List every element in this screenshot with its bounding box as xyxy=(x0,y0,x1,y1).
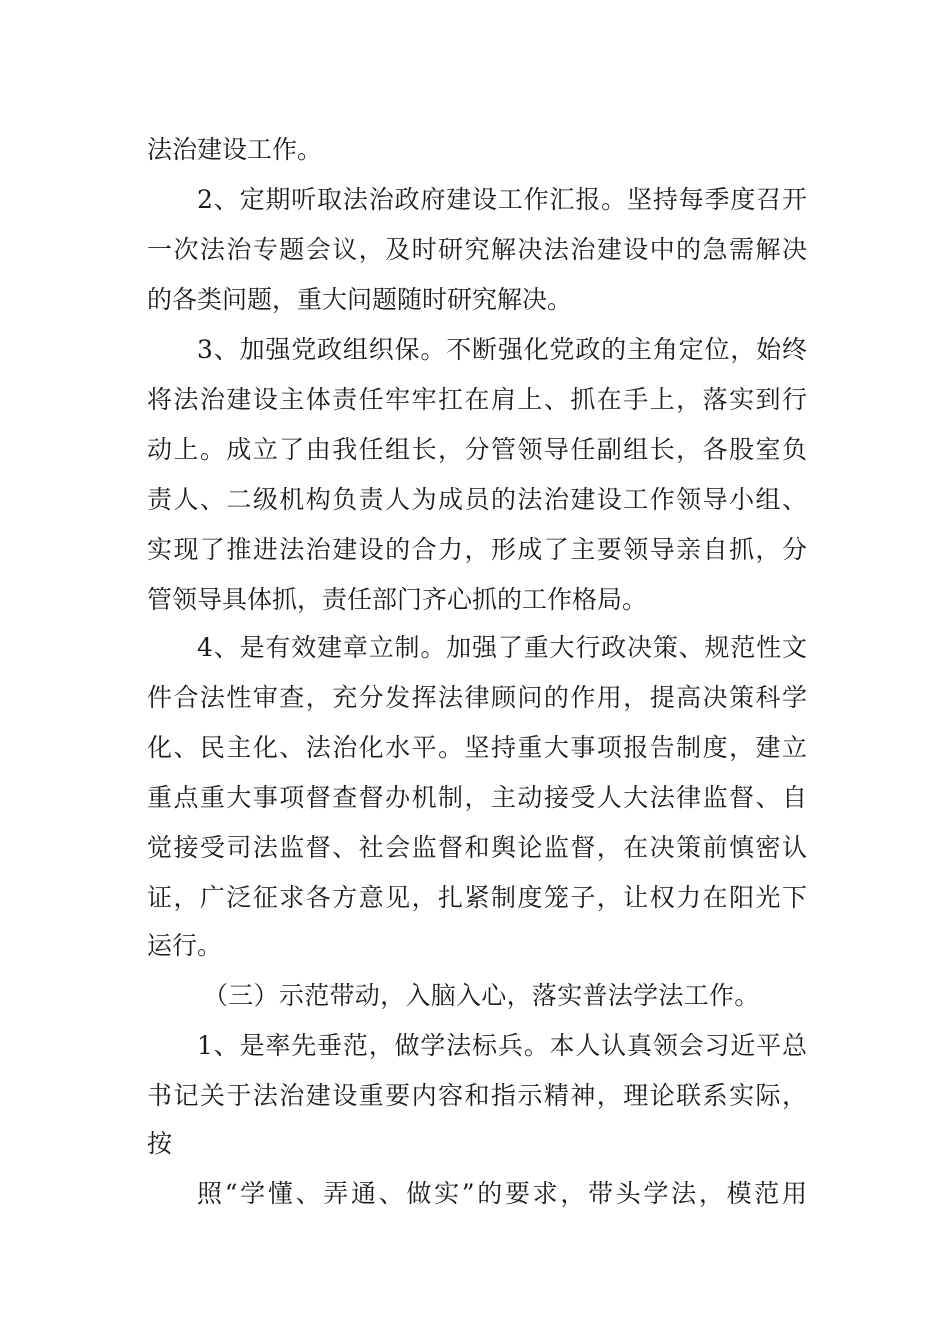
text-line: 觉接受司法监督、社会监督和舆论监督，在决策前慎密认 xyxy=(147,833,807,862)
text-line: 证，广泛征求各方意见，扎紧制度笼子，让权力在阳光下 xyxy=(147,883,807,912)
section-heading: （三）示范带动，入脑入心，落实普法学法工作。 xyxy=(203,981,760,1010)
text-line: 3、加强党政组织保。不断强化党政的主角定位，始终 xyxy=(197,335,807,364)
text-line: 书记关于法治建设重要内容和指示精神，理论联系实际， xyxy=(147,1081,807,1110)
text-line: 法治建设工作。 xyxy=(147,135,323,164)
text-line: 件合法性审查，充分发挥法律顾问的作用，提高决策科学 xyxy=(147,683,807,712)
text-line: 照“学懂、弄通、做实”的要求，带头学法，模范用 xyxy=(197,1179,807,1208)
text-line: 的各类问题，重大问题随时研究解决。 xyxy=(147,285,573,314)
text-line: 管领导具体抓，责任部门齐心抓的工作格局。 xyxy=(147,585,648,614)
text-line: 将法治建设主体责任牢牢扛在肩上、抓在手上，落实到行 xyxy=(147,385,807,414)
text-line: 动上。成立了由我任组长，分管领导任副组长，各股室负 xyxy=(147,435,807,464)
text-line: 4、是有效建章立制。加强了重大行政决策、规范性文 xyxy=(197,633,807,662)
text-line: 2、定期听取法治政府建设工作汇报。坚持每季度召开 xyxy=(197,185,807,214)
text-line: 责人、二级机构负责人为成员的法治建设工作领导小组、 xyxy=(147,485,807,514)
text-line: 运行。 xyxy=(147,931,223,960)
text-line: 重点重大事项督查督办机制，主动接受人大法律监督、自 xyxy=(147,783,807,812)
text-line: 一次法治专题会议，及时研究解决法治建设中的急需解决 xyxy=(147,235,807,264)
text-line: 实现了推进法治建设的合力，形成了主要领导亲自抓，分 xyxy=(147,535,807,564)
text-line: 按 xyxy=(147,1129,173,1158)
text-line: 1、是率先垂范，做学法标兵。本人认真领会习近平总 xyxy=(197,1031,807,1060)
text-line: 化、民主化、法治化水平。坚持重大事项报告制度，建立 xyxy=(147,733,807,762)
